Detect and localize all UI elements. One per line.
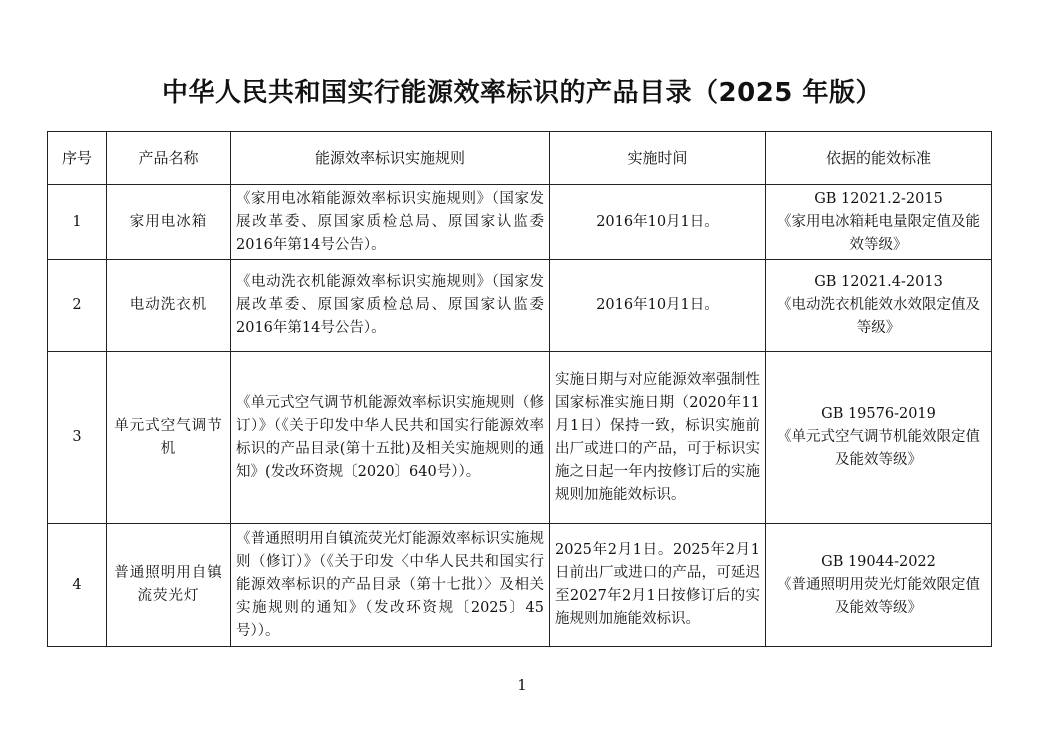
- header-efficiency-standard: 依据的能效标准: [766, 132, 992, 185]
- standard-code: GB 19044-2022: [821, 553, 936, 570]
- header-implementation-date: 实施时间: [550, 132, 766, 185]
- implementation-rule: 《电动洗衣机能源效率标识实施规则》（国家发展改革委、原国家质检总局、原国家认监委2016年第14号公告）。: [231, 260, 550, 352]
- implementation-rule: 《家用电冰箱能源效率标识实施规则》（国家发展改革委、原国家质检总局、原国家认监委2016年第14号公告）。: [231, 185, 550, 260]
- page-title: 中华人民共和国实行能源效率标识的产品目录（2025 年版）: [162, 78, 882, 108]
- standard-name: 《单元式空气调节机能效限定值及能效等级》: [777, 429, 980, 468]
- implementation-rule: 《单元式空气调节机能源效率标识实施规则（修订）》（《关于印发中华人民共和国实行能源效率标识的产品目录(第十五批)及相关实施规则的通知》(发改环资规〔2020〕640号））。: [231, 352, 550, 524]
- row-number: 3: [48, 352, 107, 524]
- header-serial-number: 序号: [48, 132, 107, 185]
- table-row: [48, 524, 992, 647]
- efficiency-standard: [766, 185, 992, 260]
- product-name: 家用电冰箱: [107, 185, 231, 260]
- header-product-name: 产品名称: [107, 132, 231, 185]
- implementation-date: 2016年10月1日。: [550, 260, 766, 352]
- row-number: 1: [48, 185, 107, 260]
- table-header-row: [48, 132, 992, 185]
- standard-code: GB 12021.4-2013: [814, 274, 943, 290]
- standard-name: 《普通照明用荧光灯能效限定值及能效等级》: [777, 576, 980, 616]
- standard-name: 《家用电冰箱耗电量限定值及能效等级》: [777, 213, 980, 253]
- implementation-date: 2016年10月1日。: [550, 185, 766, 260]
- implementation-date: 实施日期与对应能源效率强制性国家标准实施日期（2020年11月1日）保持一致，标识实施前出厂或进口的产品，可于标识实施之日起一年内按修订后的实施规则加施能效标识。: [550, 352, 766, 524]
- table-row: [48, 352, 992, 524]
- product-name: 普通照明用自镇流荧光灯: [107, 524, 231, 647]
- product-name: 单元式空气调节机: [107, 352, 231, 524]
- standard-code: GB 19576-2019: [821, 406, 936, 422]
- efficiency-standard: [766, 352, 992, 524]
- product-name: 电动洗衣机: [107, 260, 231, 352]
- standard-name: 《电动洗衣机能效水效限定值及等级》: [777, 297, 980, 336]
- table-row: [48, 260, 992, 352]
- efficiency-standard: [766, 260, 992, 352]
- implementation-date: 2025年2月1日。2025年2月1日前出厂或进口的产品，可延迟至2027年2月1日按修订后的实施规则加施能效标识。: [550, 524, 766, 647]
- table-row: [48, 185, 992, 260]
- product-catalog-table: [47, 131, 992, 647]
- implementation-rule: 《普通照明用自镇流荧光灯能源效率标识实施规则（修订）》（《关于印发〈中华人民共和国实行能源效率标识的产品目录（第十七批）〉及相关实施规则的通知》（发改环资规〔2025〕45号））。: [231, 524, 550, 647]
- page-number: 1: [517, 676, 527, 694]
- row-number: 2: [48, 260, 107, 352]
- standard-code: GB 12021.2-2015: [814, 190, 943, 207]
- efficiency-standard: [766, 524, 992, 647]
- header-implementation-rule: 能源效率标识实施规则: [231, 132, 550, 185]
- row-number: 4: [48, 524, 107, 647]
